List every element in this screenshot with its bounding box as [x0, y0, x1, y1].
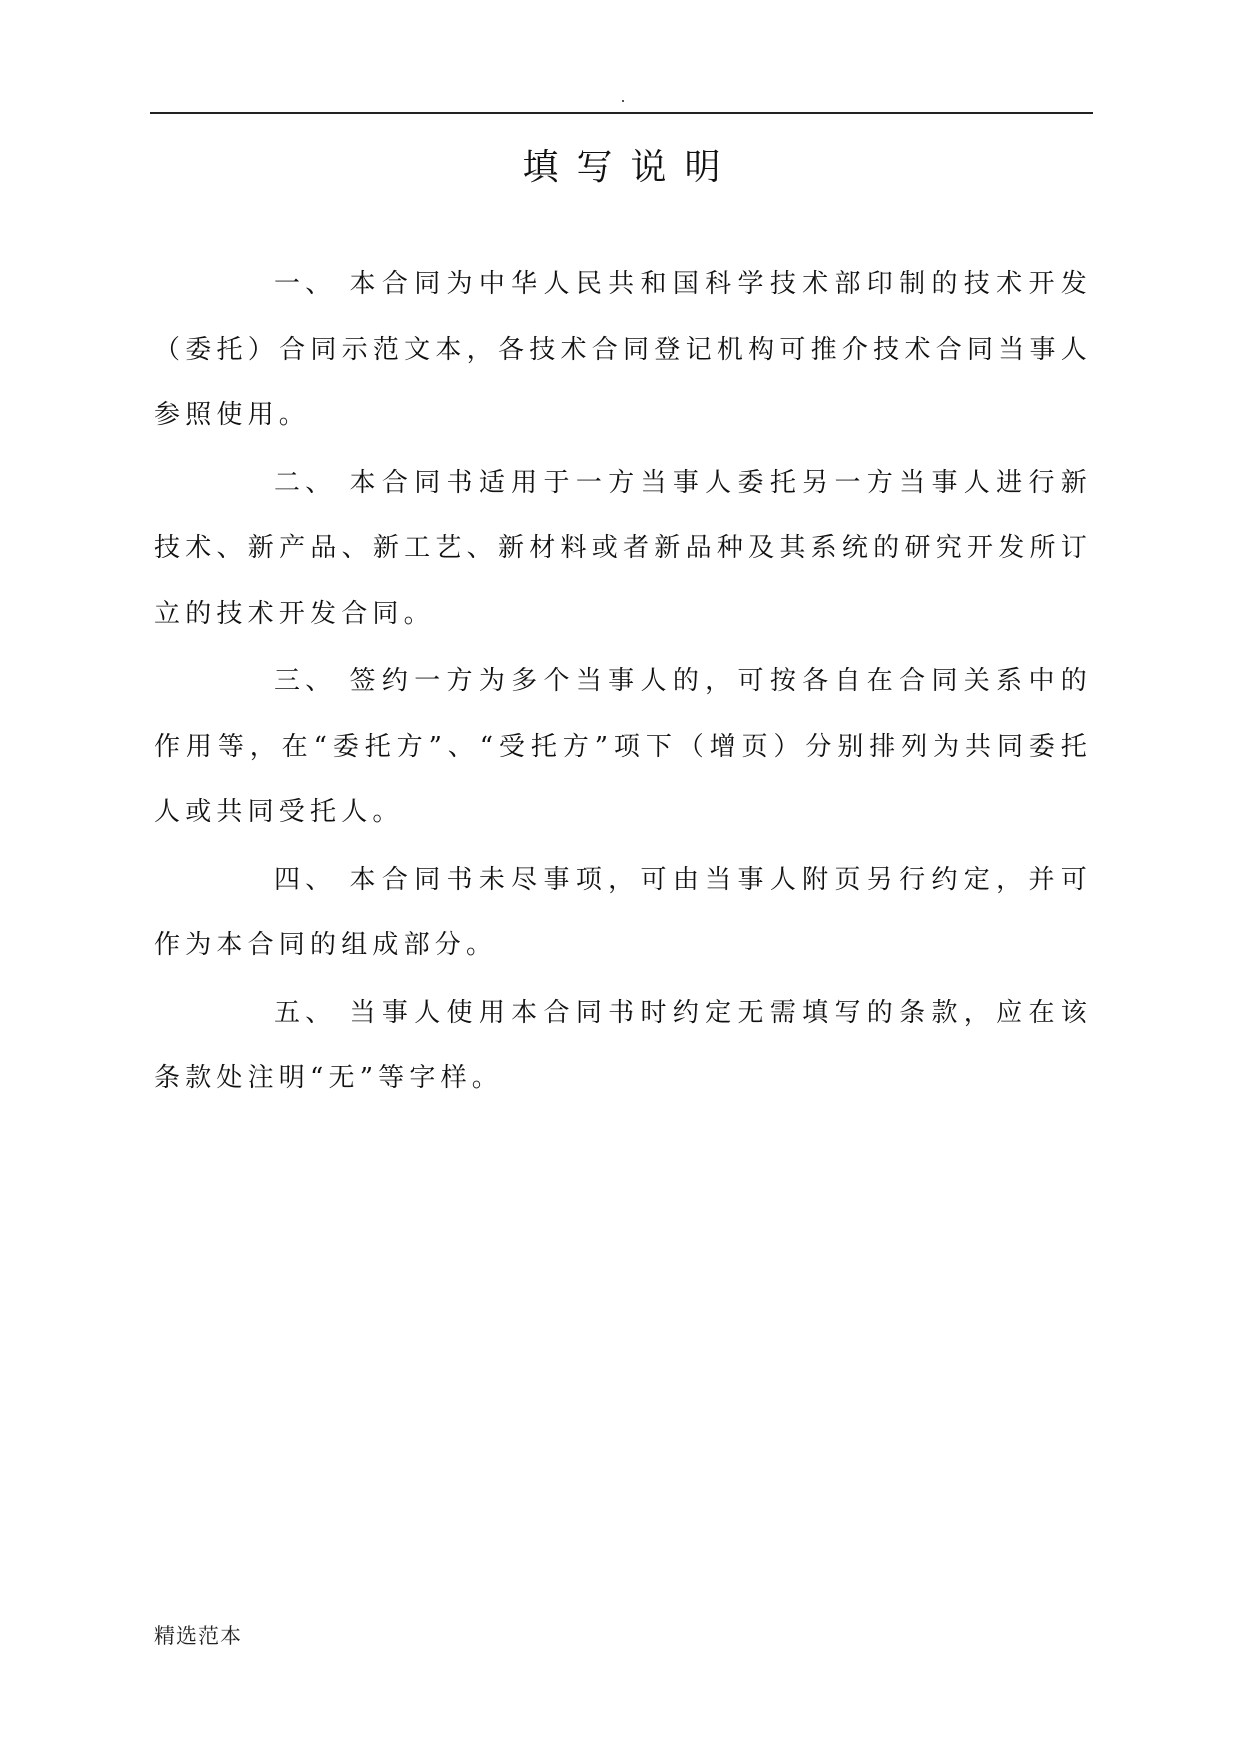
instruction-number: 一、 [274, 269, 337, 299]
header-rule [150, 112, 1093, 114]
instruction-item-2 [154, 451, 1092, 648]
page-title: 填写说明 [522, 147, 739, 188]
instructions-body [154, 252, 1092, 1114]
instruction-text: 签约一方为多个当事人的，可按各自在合同关系中的作用等，在“委托方”、“受托方”项下（增页）分别排列为共同委托人或共同受托人。 [154, 666, 1092, 827]
instruction-text: 当事人使用本合同书时约定无需填写的条款，应在该条款处注明“无”等字样。 [154, 997, 1092, 1093]
instruction-number: 二、 [274, 467, 337, 498]
instruction-number: 三、 [274, 666, 337, 696]
instruction-text: 本合同书适用于一方当事人委托另一方当事人进行新技术、新产品、新工艺、新材料或者新品种及其系统的研究开发所订立的技术开发合同。 [154, 467, 1092, 629]
instruction-item-3 [154, 649, 1092, 846]
instruction-number: 四、 [274, 864, 337, 895]
instruction-text: 本合同为中华人民共和国科学技术部印制的技术开发（委托）合同示范文本，各技术合同登记机构可推介技术合同当事人参照使用。 [154, 269, 1092, 430]
instruction-item-4 [154, 848, 1092, 979]
instruction-number: 五、 [274, 997, 337, 1028]
instruction-item-1 [154, 252, 1092, 449]
header-dot [622, 100, 624, 102]
footer-label: 精选范本 [154, 1624, 242, 1648]
instruction-text: 本合同书未尽事项，可由当事人附页另行约定，并可作为本合同的组成部分。 [154, 864, 1092, 960]
instruction-item-5 [154, 981, 1092, 1112]
